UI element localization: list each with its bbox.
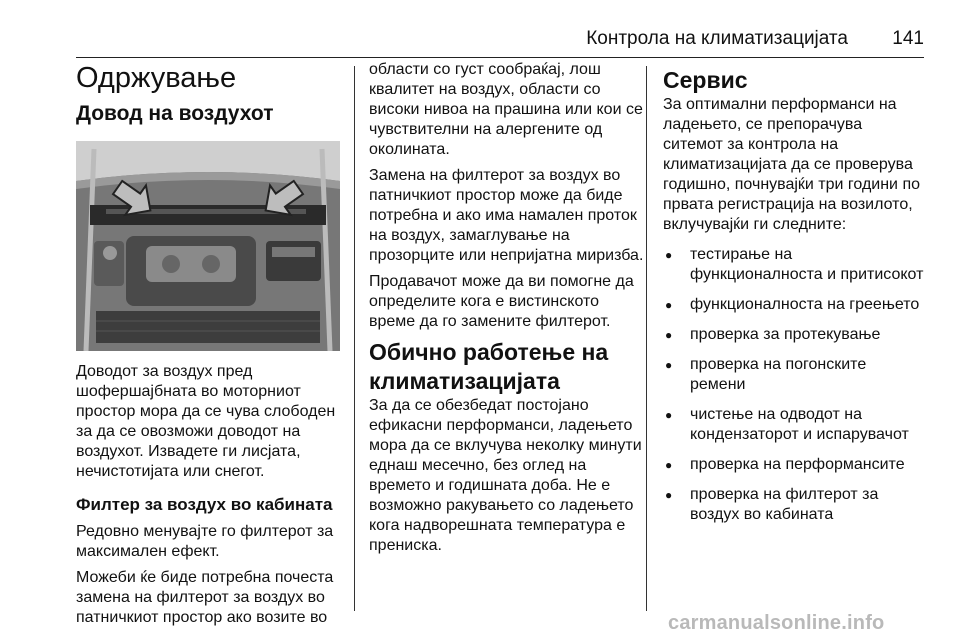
column-1 [76,60,340,634]
list-item: ● проверка на филтерот за воздух во кабината [663,485,926,525]
list-item: ● проверка за протекување [663,325,926,345]
column-divider-2 [646,66,647,611]
list-item: ● чистење на одводот на кондензаторот и испарувачот [663,405,926,445]
paragraph-1: области со густ сообраќај, лош квалитет на воздух, области со високи нивоа на прашина или кои се чувствителни на алергените од околината. [369,61,643,158]
section-title: Одржување [76,62,237,94]
list-item: ● проверка на перформансите [663,455,926,475]
paragraph-3: Продавачот може да ви помогне да определите кога е вистинското време да го замените филтерот. [369,273,634,330]
list-item: ● проверка на погонските ремени [663,355,926,395]
column-divider-1 [354,66,355,611]
engine-bay-illustration [76,141,340,351]
page-header [76,12,924,54]
watermark[interactable]: carmanualsonline.info [668,612,885,634]
filter-paragraph-1: Редовно менувајте го филтерот за максимален ефект. [76,523,334,560]
subsection-title: Довод на воздухот [76,102,274,125]
ac-operation-heading: Обично работење на климатизацијата [369,339,609,394]
filter-heading: Филтер за воздух во кабината [76,495,333,514]
service-heading: Сервис [663,67,748,93]
filter-paragraph-2: Можеби ќе биде потребна почеста замена на филтерот за воздух во патничкиот простор ако возите во [76,569,334,626]
intro-paragraph: Доводот за воздух пред шофершајбната во моторниот простор мора да се чува слободен за да се овозможи доводот на воздухот. Извадете ги лисјата, нечистотијата или снегот. [76,363,336,480]
list-item: ● тестирање на функционалноста и притисокот [663,245,926,285]
service-intro: За оптимални перформанси на ладењето, се препорачува ситемот за контрола на климатизацијата да се проверува годишно, почнувајќи три години по првата регистрација на возилото, вклучувајќи ги следните: [663,96,920,233]
paragraph-4: За да се обезбедат постојано ефикасни перформанси, ладењето мора да се вклучува неколку минути еднаш месечно, без оглед на времето и годишната доба. Не е возможно ракувањето со ладењето кога надворешната температура е прениска. [369,397,642,554]
paragraph-2: Замена на филтерот за воздух во патничкиот простор може да биде потребна и ако има намален проток на воздух, замаглување на прозорците или непријатна миризба. [369,167,644,264]
column-3 [663,60,926,535]
list-item: ● функционалноста на греењето [663,295,926,315]
running-title: Контрола на климатизацијата [586,28,848,49]
page-number: 141 [892,28,924,49]
header-rule [76,57,924,58]
column-2 [369,60,644,562]
service-checklist [663,245,926,525]
